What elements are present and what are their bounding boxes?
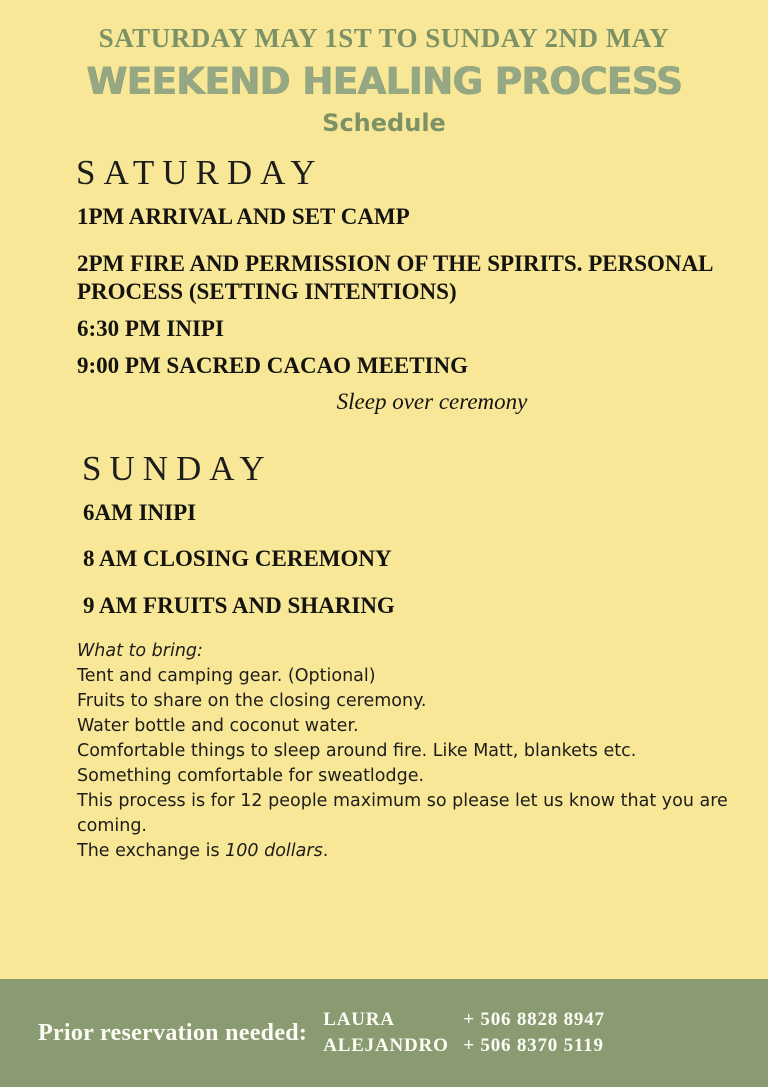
bring-line: Fruits to share on the closing ceremony. <box>77 690 427 711</box>
schedule-item: 6:30 PM INIPI <box>77 316 224 342</box>
schedule-item: 8 AM CLOSING CEREMONY <box>83 546 392 572</box>
day-heading-saturday: SATURDAY <box>76 152 324 192</box>
sleepover-note: Sleep over ceremony <box>336 388 528 414</box>
page-subtitle: Schedule <box>322 108 446 137</box>
bring-line: This process is for 12 people maximum so please let us know that you are coming. <box>77 791 734 837</box>
contact-name: LAURA <box>323 1009 395 1030</box>
day-heading-sunday: SUNDAY <box>82 448 273 488</box>
reservation-label: Prior reservation needed: <box>38 1019 308 1046</box>
schedule-item: 9:00 PM SACRED CACAO MEETING <box>77 352 468 378</box>
contact-row[interactable] <box>323 1035 605 1057</box>
contact-phone[interactable]: + 506 8370 5119 <box>463 1035 604 1056</box>
event-dates: SATURDAY MAY 1ST TO SUNDAY 2ND MAY <box>98 23 670 53</box>
schedule-item: 9 AM FRUITS AND SHARING <box>83 593 395 619</box>
exchange-suffix: . <box>322 841 329 862</box>
schedule-item: 6AM INIPI <box>83 499 197 525</box>
footer-bar <box>0 979 768 1087</box>
bring-line: Water bottle and coconut water. <box>77 715 359 736</box>
flyer-header <box>0 0 768 137</box>
what-to-bring-heading: What to bring: <box>77 640 203 661</box>
page-title: WEEKEND HEALING PROCESS <box>86 59 682 103</box>
what-to-bring-section <box>76 639 734 864</box>
schedule-content <box>0 153 768 864</box>
bring-line: Something comfortable for sweatlodge. <box>77 766 425 787</box>
bring-line: Comfortable things to sleep around fire. Like Matt, blankets etc. <box>77 741 637 761</box>
contact-name: ALEJANDRO <box>323 1035 449 1056</box>
exchange-prefix: The exchange is <box>77 841 226 862</box>
schedule-item: 2PM FIRE AND PERMISSION OF THE SPIRITS. PERSONAL PROCESS (SETTING INTENTIONS) <box>77 250 713 305</box>
contact-list <box>323 1009 605 1057</box>
contact-phone[interactable]: + 506 8828 8947 <box>463 1009 605 1030</box>
bring-line: Tent and camping gear. (Optional) <box>77 665 376 686</box>
exchange-amount: 100 dollars <box>225 841 323 862</box>
contact-row[interactable] <box>323 1009 605 1031</box>
schedule-item: 1PM ARRIVAL AND SET CAMP <box>77 203 410 229</box>
exchange-line <box>77 839 728 864</box>
